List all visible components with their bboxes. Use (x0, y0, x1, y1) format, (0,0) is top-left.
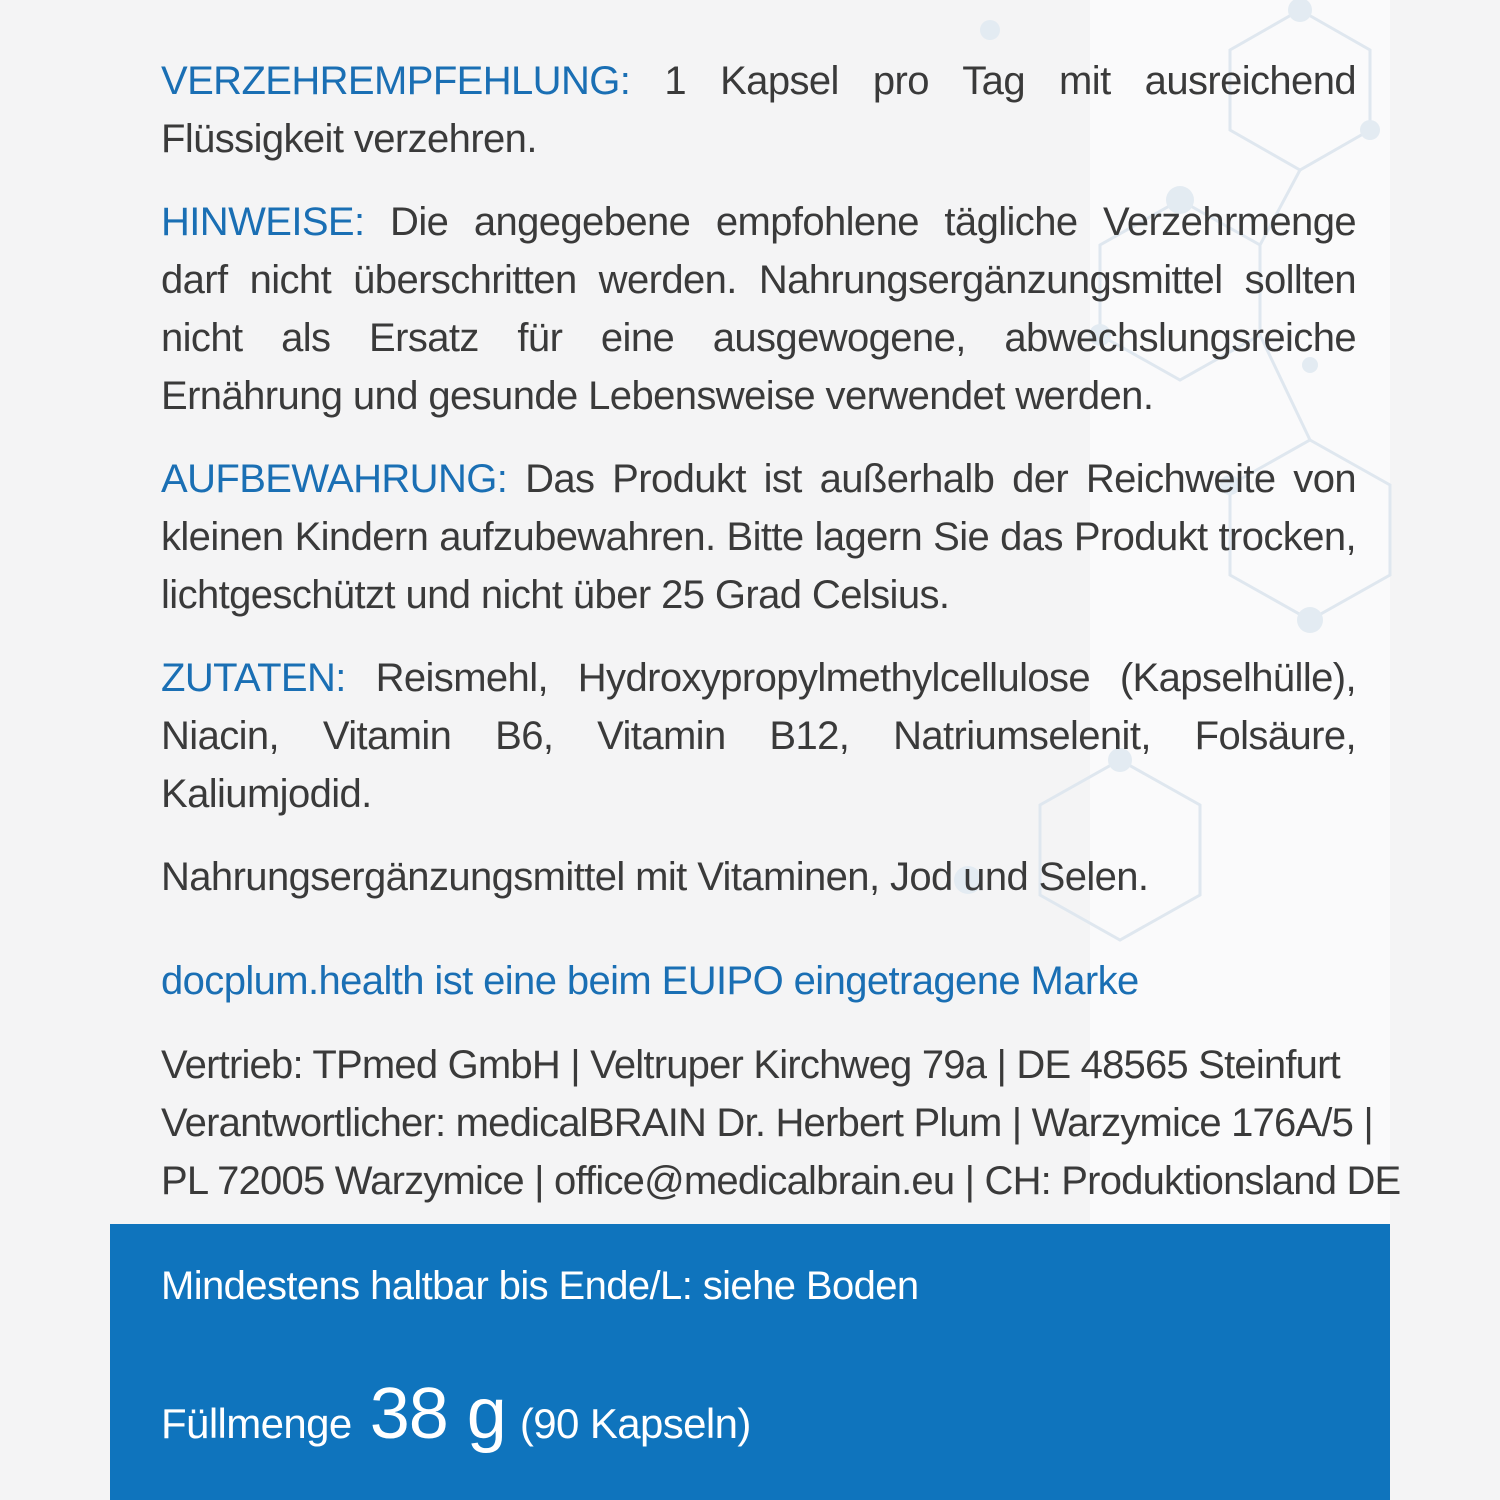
distributor-address (161, 1036, 1401, 1210)
footer-banner (110, 1224, 1390, 1500)
fill-count: (90 Kapseln) (519, 1400, 751, 1447)
section-text: Die angegebene empfohlene tägliche Verzehrmenge darf nicht überschritten werden. Nahrungsergänzungsmittel sollten nicht als Ersatz für eine ausgewogene, abwechslungsreiche Ernährung und gesunde Lebensweise verwendet werden. (161, 200, 1356, 418)
brand-notice: docplum.health ist eine beim EUIPO eingetragene Marke (161, 959, 1139, 1003)
address-line: Vertrieb: TPmed GmbH | Veltruper Kirchweg 79a | DE 48565 Steinfurt (161, 1043, 1340, 1087)
section-label: AUFBEWAHRUNG: (161, 457, 508, 501)
address-line: PL 72005 Warzymice | office@medicalbrain.eu | CH: Produktionsland DE (161, 1159, 1401, 1203)
fill-quantity (161, 1374, 751, 1464)
section-text: Das Produkt ist außerhalb der Reichweite von kleinen Kindern aufzubewahren. Bitte lagern Sie das Produkt trocken, lichtgeschützt und nicht über 25 Grad Celsius. (161, 457, 1356, 617)
section-hinweise (161, 193, 1356, 425)
product-info-text (161, 52, 1356, 931)
section-verzehrempfehlung (161, 52, 1356, 168)
fill-amount: 38 g (369, 1374, 506, 1454)
section-label: HINWEISE: (161, 200, 365, 244)
section-label: VERZEHREMPFEHLUNG: (161, 59, 631, 103)
section-aufbewahrung (161, 450, 1356, 624)
section-text: Reismehl, Hydroxypropylmethylcellulose (Kapselhülle), Niacin, Vitamin B6, Vitamin B12, Natriumselenit, Folsäure, Kaliumjodid. (161, 656, 1356, 816)
fill-label: Füllmenge (161, 1400, 352, 1447)
section-zutaten (161, 649, 1356, 823)
section-text: 1 Kapsel pro Tag mit ausreichend Flüssigkeit verzehren. (161, 59, 1356, 161)
section-label: ZUTATEN: (161, 656, 346, 700)
address-line: Verantwortlicher: medicalBRAIN Dr. Herbert Plum | Warzymice 176A/5 | (161, 1101, 1373, 1145)
product-description: Nahrungsergänzungsmittel mit Vitaminen, Jod und Selen. (161, 855, 1149, 899)
best-before-text: Mindestens haltbar bis Ende/L: siehe Boden (161, 1264, 919, 1308)
